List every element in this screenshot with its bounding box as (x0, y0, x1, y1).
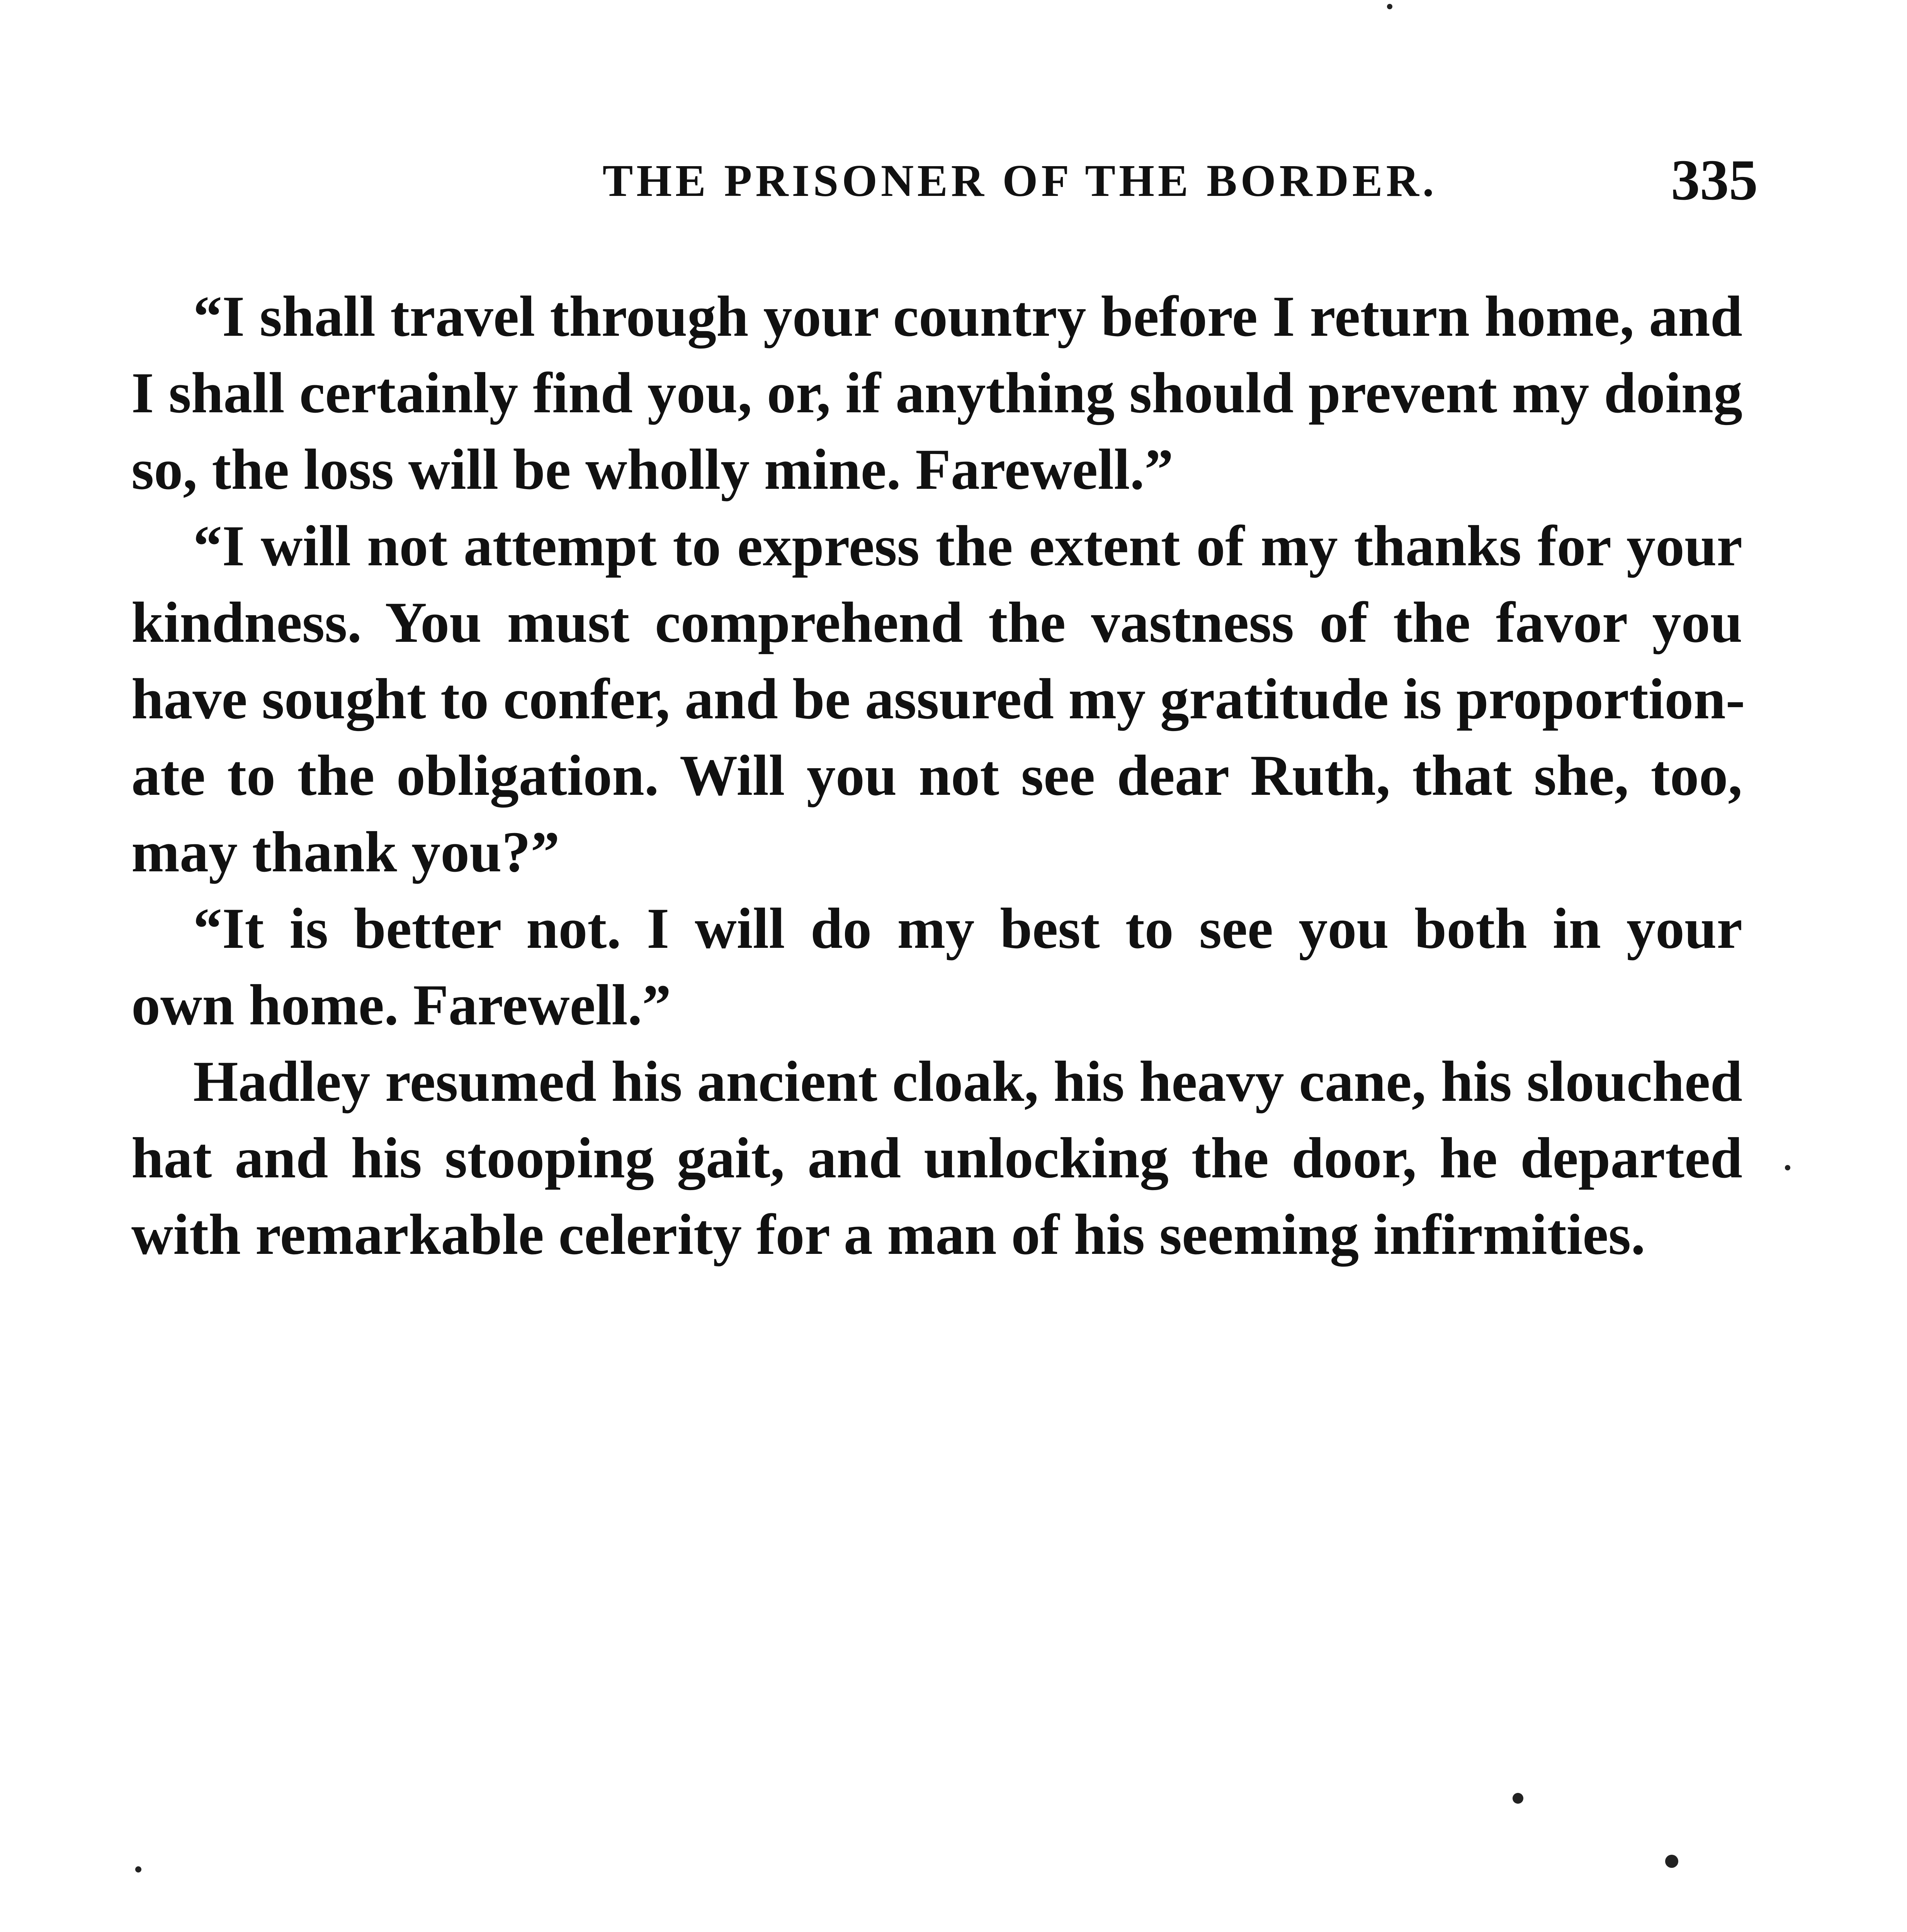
text-line: with remarkable celerity for a man of his seeming infirmities. (131, 1202, 1645, 1267)
text-line: so, the loss will be wholly mine. Farewell.” (131, 437, 1174, 502)
running-head (131, 147, 1758, 224)
text-line: own home. Farewell.” (131, 973, 671, 1037)
text-line: I shall certainly find you, or, if anything should prevent my doing (131, 361, 1742, 425)
text-line: “I will not attempt to express the extent of my thanks for your (193, 514, 1742, 578)
scan-speck (1387, 4, 1392, 9)
text-line: may thank you?” (131, 820, 560, 884)
text-line: have sought to confer, and be assured my gratitude is proportion- (131, 667, 1745, 731)
text-line: Hadley resumed his ancient cloak, his heavy cane, his slouched (193, 1049, 1742, 1114)
scan-speck (1665, 1855, 1678, 1868)
scan-speck (1513, 1793, 1523, 1804)
body-text (131, 278, 1745, 1273)
scan-speck (135, 1866, 141, 1872)
text-line: hat and his stooping gait, and unlocking the door, he departed (131, 1126, 1742, 1190)
page-number: 335 (1671, 148, 1758, 212)
text-line: “It is better not. I will do my best to see you both in your (193, 896, 1742, 961)
text-line: ate to the obligation. Will you not see dear Ruth, that she, too, (131, 743, 1742, 808)
text-line: kindness. You must comprehend the vastness of the favor you (131, 590, 1742, 655)
running-title: THE PRISONER OF THE BORDER. (602, 155, 1438, 206)
scan-speck (1785, 1165, 1790, 1170)
text-line: “I shall travel through your country before I return home, and (193, 284, 1742, 349)
